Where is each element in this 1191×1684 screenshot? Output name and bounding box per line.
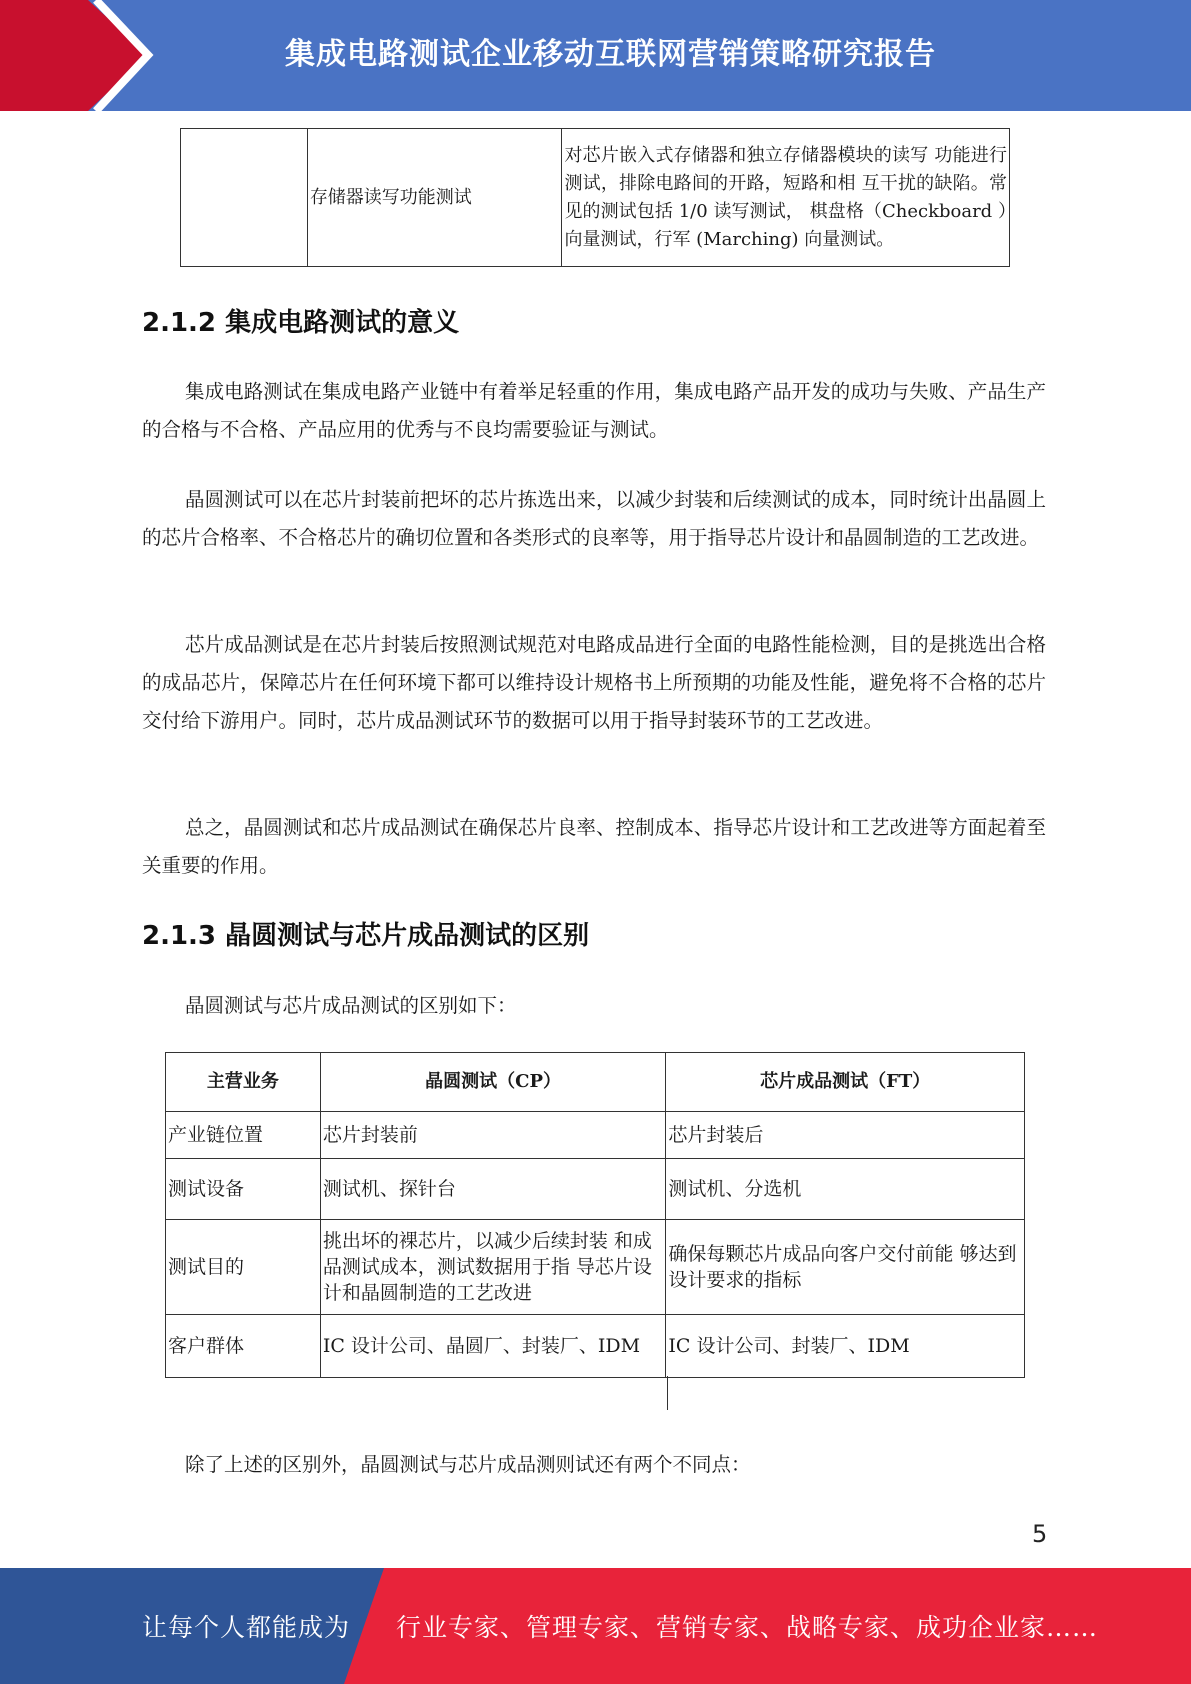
paragraph: 除了上述的区别外，晶圆测试与芯片成品测则试还有两个不同点： [185,1453,751,1476]
table-cell: 测试机、探针台 [320,1159,666,1220]
table-divider-line [667,1376,668,1410]
paragraph: 集成电路测试在集成电路产业链中有着举足轻重的作用，集成电路产品开发的成功与失败、产品生产的合格与不合格、产品应用的优秀与不良均需要验证与测试。 [142,380,1046,441]
table-cell [181,129,308,267]
table-cell: 测试目的 [166,1220,321,1315]
table-header-row [166,1053,1025,1112]
section-heading-2-1-2: 2.1.2 集成电路测试的意义 [142,308,460,338]
page-number: 5 [1032,1520,1048,1548]
table-header-cell: 芯片成品测试（FT） [666,1053,1025,1112]
paragraph: 晶圆测试与芯片成品测试的区别如下： [185,994,517,1017]
table-row [166,1220,1025,1315]
table-row [166,1112,1025,1159]
memory-test-table [180,128,1010,267]
table-cell: 挑出坏的裸芯片，以减少后续封装 和成品测试成本，测试数据用于指 导芯片设计和晶圆制造的工艺改进 [320,1220,666,1315]
footer-banner [0,1568,1191,1684]
table-row [166,1315,1025,1378]
table-header-cell: 主营业务 [166,1053,321,1112]
table-cell: 芯片封装前 [320,1112,666,1159]
paragraph: 晶圆测试可以在芯片封装前把坏的芯片拣选出来，以减少封装和后续测试的成本，同时统计出晶圆上的芯片合格率、不合格芯片的确切位置和各类形式的良率等，用于指导芯片设计和晶圆制造的工艺改进。 [142,488,1046,549]
header-banner [0,0,1191,111]
footer-slogan-right: 行业专家、管理专家、营销专家、战略专家、成功企业家…… [396,1613,1099,1642]
table-cell: 测试机、分选机 [666,1159,1025,1220]
paragraph: 总之，晶圆测试和芯片成品测试在确保芯片良率、控制成本、指导芯片设计和工艺改进等方面起着至关重要的作用。 [142,816,1046,877]
section-heading-2-1-3: 2.1.3 晶圆测试与芯片成品测试的区别 [142,921,590,951]
cp-ft-comparison-table [165,1052,1025,1378]
table-cell: 产业链位置 [166,1112,321,1159]
table-cell: 对芯片嵌入式存储器和独立存储器模块的读写 功能进行测试，排除电路间的开路，短路和相 互干扰的缺陷。常见的测试包括 1/0 读写测试， 棋盘格（Checkboard ）向量测试，行军 (Marching) 向量测试。 [562,129,1010,267]
footer-slogan-left: 让每个人都能成为 [142,1613,351,1642]
paragraph: 芯片成品测试是在芯片封装后按照测试规范对电路成品进行全面的电路性能检测，目的是挑选出合格的成品芯片，保障芯片在任何环境下都可以维持设计规格书上所预期的功能及性能，避免将不合格的芯片交付给下游用户。同时，芯片成品测试环节的数据可以用于指导封装环节的工艺改进。 [142,633,1046,732]
table-cell: IC 设计公司、晶圆厂、封装厂、IDM [320,1315,666,1378]
table-header-cell: 晶圆测试（CP） [320,1053,666,1112]
table-row [181,129,1010,267]
table-cell: 测试设备 [166,1159,321,1220]
report-title: 集成电路测试企业移动互联网营销策略研究报告 [285,37,936,72]
table-cell: 存储器读写功能测试 [307,129,562,267]
table-cell: 确保每颗芯片成品向客户交付前能 够达到设计要求的指标 [666,1220,1025,1315]
table-cell: IC 设计公司、封装厂、IDM [666,1315,1025,1378]
table-cell: 客户群体 [166,1315,321,1378]
table-cell: 芯片封装后 [666,1112,1025,1159]
table-row [166,1159,1025,1220]
